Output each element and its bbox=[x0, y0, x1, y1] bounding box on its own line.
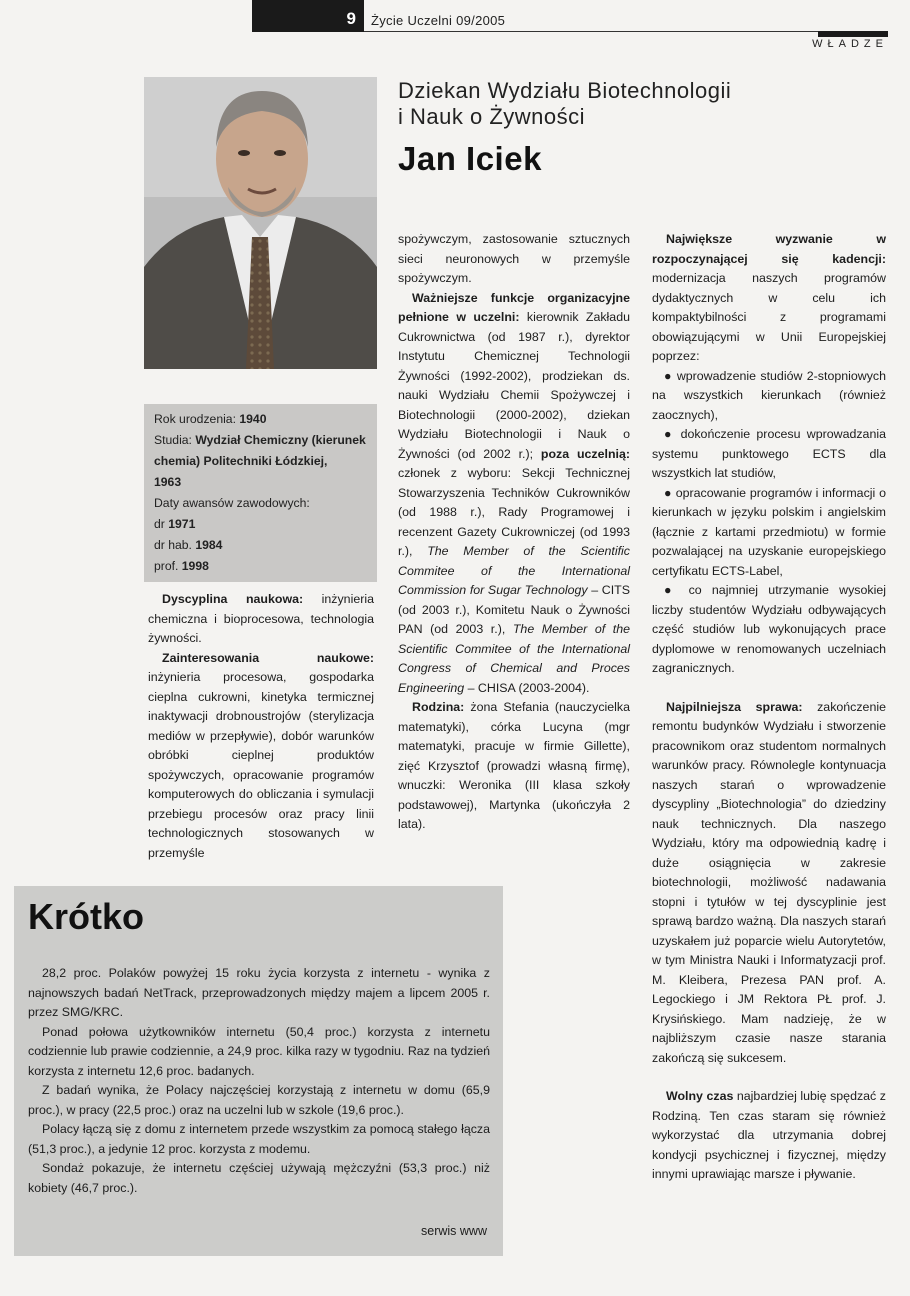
dr-row bbox=[154, 514, 367, 535]
functions-paragraph bbox=[398, 289, 630, 699]
free-time-paragraph bbox=[652, 1087, 886, 1185]
family-label: Rodzina: bbox=[412, 700, 465, 714]
discipline-label: Dyscyplina naukowa: bbox=[162, 592, 304, 606]
dr-year: 1971 bbox=[168, 517, 196, 531]
news-brief-box bbox=[14, 886, 503, 1256]
birth-row bbox=[154, 409, 367, 430]
news-paragraph: 28,2 proc. Polaków powyżej 15 roku życia korzysta z internetu - wynika z najnowszych badań NetTrack, przeprowadzonych między majem a lipcem 2005 r. przez SMG/KRC. bbox=[28, 966, 490, 1019]
prof-row bbox=[154, 556, 367, 577]
publication-title: Życie Uczelni 09/2005 bbox=[371, 13, 506, 28]
column-3 bbox=[652, 230, 886, 1185]
news-paragraph: Polacy łączą się z domu z internetem przede wszystkim za pomocą stałego łącza (51,3 proc.), a jedynie 12 proc. korzysta z modemu. bbox=[28, 1122, 490, 1156]
article-subtitle bbox=[398, 78, 868, 130]
bullet-item: ● co najmniej utrzymanie wysokiej liczby studentów Wydziału odbywających część studiów lub wykonujących prace dyplomowe w renomowanych uczelniach zagranicznych. bbox=[652, 583, 886, 675]
discipline-text: inżynieria chemiczna i bioprocesowa, technologia żywności. bbox=[148, 592, 374, 645]
news-paragraph: Sondaż pokazuje, że internetu częściej używają mężczyźni (53,3 proc.) niż kobiety (46,7 proc.). bbox=[28, 1161, 490, 1195]
continued-paragraph: spożywczym, zastosowanie sztucznych sieci neuronowych w przemyśle spożywczym. bbox=[398, 232, 630, 285]
interests-paragraph bbox=[148, 649, 374, 864]
interests-label: Zainteresowania naukowe: bbox=[162, 650, 374, 665]
free-time-label: Wolny czas bbox=[666, 1089, 734, 1103]
free-time-text: najbardziej lubię spędzać z Rodziną. Ten czas staram się również wykorzystać dla utrzymania dobrej kondycji psychicznej i fizycznej, między innymi uprawiając marsze i pływanie. bbox=[652, 1089, 886, 1181]
drhab-label: dr hab. bbox=[154, 538, 196, 552]
functions-label: Ważniejsze funkcje organizacyjne pełnione w uczelni: bbox=[398, 290, 630, 324]
challenge-label: Największe wyzwanie w rozpoczynającej się kadencji: bbox=[652, 232, 886, 266]
degrees-label: Daty awansów zawodowych: bbox=[154, 496, 310, 510]
page-number: 9 bbox=[252, 0, 364, 32]
interests-text: inżynieria procesowa, gospodarka cieplna cukrowni, kinetyka termicznej inaktywacji drobnoustrojów (sterylizacja mediów w przepływie), dobór warunków obróbki cieplnej produktów spożywczych, opracowanie programów komputerowych do obliczania i symulacji przebiegu procesów oraz pracy linii technologicznych stosowanych w przemyśle bbox=[148, 670, 374, 860]
news-source: serwis www bbox=[421, 1224, 487, 1238]
bullet-item: ● wprowadzenie studiów 2-stopniowych na wszystkich kierunkach (również zaocznych), bbox=[652, 368, 886, 422]
urgent-label: Najpilniejsza sprawa: bbox=[666, 699, 803, 714]
bullet-text: dokończenie procesu wprowadzania systemu punktowego ECTS dla wszystkich lat studiów, bbox=[652, 427, 886, 480]
news-paragraph: Ponad połowa użytkowników internetu (50,4 proc.) korzysta z internetu codziennie lub prawie codziennie, a 24,9 proc. kilka razy w tygodniu. Raz na tydzień korzysta z internetu 12,6 proc. badanych. bbox=[28, 1024, 490, 1078]
urgent-text: zakończenie remontu budynków Wydziału i stworzenie pracownikom oraz studentom normalnych warunków pracy. Równolegle kontynuacja naszych starań o wprowadzenie dyscypliny „Biotechnologia” do dziedziny nauk technicznych. Dla naszego Wydziału, który ma odpowiednią kadrę i duże osiągnięcia w zakresie biotechnologii, możliwość nadawania stopni i tytułów w tej dyscyplinie jest sprawą bardzo ważną. Dla naszych starań uzyskałem już poparcie wielu Autorytetów, w tym Ministra Nauki i Informatyzacji prof. M. Kleibera, Prezesa PAN prof. A. Legockiego i JM Rektora PŁ prof. J. Krysińskiego. Mam nadzieję, że w najbliższym czasie nasze starania zakończą się sukcesem. bbox=[652, 699, 886, 1065]
discipline-paragraph bbox=[148, 590, 374, 649]
drhab-year: 1984 bbox=[195, 538, 223, 552]
section-label: WŁADZE bbox=[812, 38, 888, 50]
bullet-item: ● dokończenie procesu wprowadzania systemu punktowego ECTS dla wszystkich lat studiów, bbox=[652, 427, 886, 480]
bio-infobox bbox=[144, 404, 377, 582]
outside-text-1: członek z wyboru: Sekcji Technicznej Stowarzyszenia Techników Cukrowników (od 1988 r.), Rady Programowej i recenzent Gazety Cukrowniczej (od 1993 r.), bbox=[398, 466, 630, 558]
subtitle-line-1: Dziekan Wydziału Biotechnologii bbox=[398, 78, 732, 103]
challenge-text: modernizacja naszych programów dydaktycznych w celu ich kompaktybilności z programami obowiązującymi w Unii Europejskiej poprzez: bbox=[652, 271, 886, 363]
functions-text: kierownik Zakładu Cukrownictwa (od 1987 r.), dyrektor Instytutu Chemicznej Technologii Żywności (1992-2002), prodziekan ds. nauki Wydziału Chemii Spożywczej i Biotechnologii (2000-2002), dziekan Wydziału Biotechnologii i Nauk o Żywności (od 2002 r.); bbox=[398, 310, 630, 461]
family-text: żona Stefania (nauczycielka matematyki), córka Lucyna (mgr matematyki, pracuje w firmie Gillette), zięć Krzysztof (prowadzi własną firmę), wnuczki: Weronika (III klasa szkoły podstawowej), Martynka (ukończyła 2 lata). bbox=[398, 700, 630, 831]
outside-text-3: – CHISA (2003-2004). bbox=[464, 680, 590, 695]
family-paragraph bbox=[398, 698, 630, 835]
studies-row bbox=[154, 430, 367, 472]
bullet-text: wprowadzenie studiów 2-stopniowych na wszystkich kierunkach (również zaocznych), bbox=[652, 368, 886, 422]
outside-text-2: – CITS (od 2003 r.), Komitetu Nauk o Żywności PAN (od 2003 r.), bbox=[398, 583, 631, 636]
article-title-name: Jan Iciek bbox=[398, 140, 542, 177]
bullet-text: opracowanie programów i informacji o kierunkach w języku polskim i angielskim (łącznie z kartami przedmiotu) w formie pozwalającej na uzyskanie europejskiego certyfikatu ECTS-Label, bbox=[652, 485, 886, 578]
prof-year: 1998 bbox=[181, 559, 209, 573]
portrait-illustration bbox=[144, 77, 377, 369]
news-brief-body bbox=[28, 964, 490, 1198]
challenge-paragraph bbox=[652, 230, 886, 367]
bullet-text: co najmniej utrzymanie wysokiej liczby studentów Wydziału odbywających część studiów lub wykonujących prace dyplomowe w renomowanych uczelniach zagranicznych. bbox=[652, 583, 886, 675]
outside-italic-2: The Member of the Scientific Commitee of the International Congress of Chemical and Proces Engineering bbox=[398, 622, 630, 695]
outside-italic-1: The Member of the Scientific Commitee of the International Commission for Sugar Technology bbox=[398, 544, 631, 597]
header-divider bbox=[364, 31, 884, 32]
drhab-row bbox=[154, 535, 367, 556]
bullet-item: ● opracowanie programów i informacji o kierunkach w języku polskim i angielskim (łącznie z kartami przedmiotu) w formie pozwalającej na uzyskanie europejskiego certyfikatu ECTS-Label, bbox=[652, 485, 886, 578]
column-1 bbox=[148, 590, 374, 863]
studies-value: Wydział Chemiczny (kierunek chemia) Politechniki Łódzkiej, bbox=[154, 433, 366, 468]
outside-label: poza uczelnią: bbox=[533, 446, 630, 461]
column-2 bbox=[398, 230, 630, 835]
portrait-photo bbox=[144, 77, 377, 369]
prof-label: prof. bbox=[154, 559, 182, 573]
dr-label: dr bbox=[154, 517, 169, 531]
section-bar bbox=[818, 31, 888, 37]
subtitle-line-2: i Nauk o Żywności bbox=[398, 104, 586, 129]
news-paragraph: Z badań wynika, że Polacy najczęściej korzystają z internetu w domu (65,9 proc.), w pracy (22,5 proc.) oraz na uczelni lub w szkole (19,6 proc.). bbox=[28, 1083, 490, 1117]
birth-label: Rok urodzenia: bbox=[154, 412, 240, 426]
studies-label: Studia: bbox=[154, 433, 196, 447]
urgent-paragraph bbox=[652, 698, 886, 1069]
birth-year: 1940 bbox=[239, 412, 267, 426]
studies-year: 1963 bbox=[154, 475, 182, 489]
news-brief-title: Krótko bbox=[28, 896, 144, 937]
